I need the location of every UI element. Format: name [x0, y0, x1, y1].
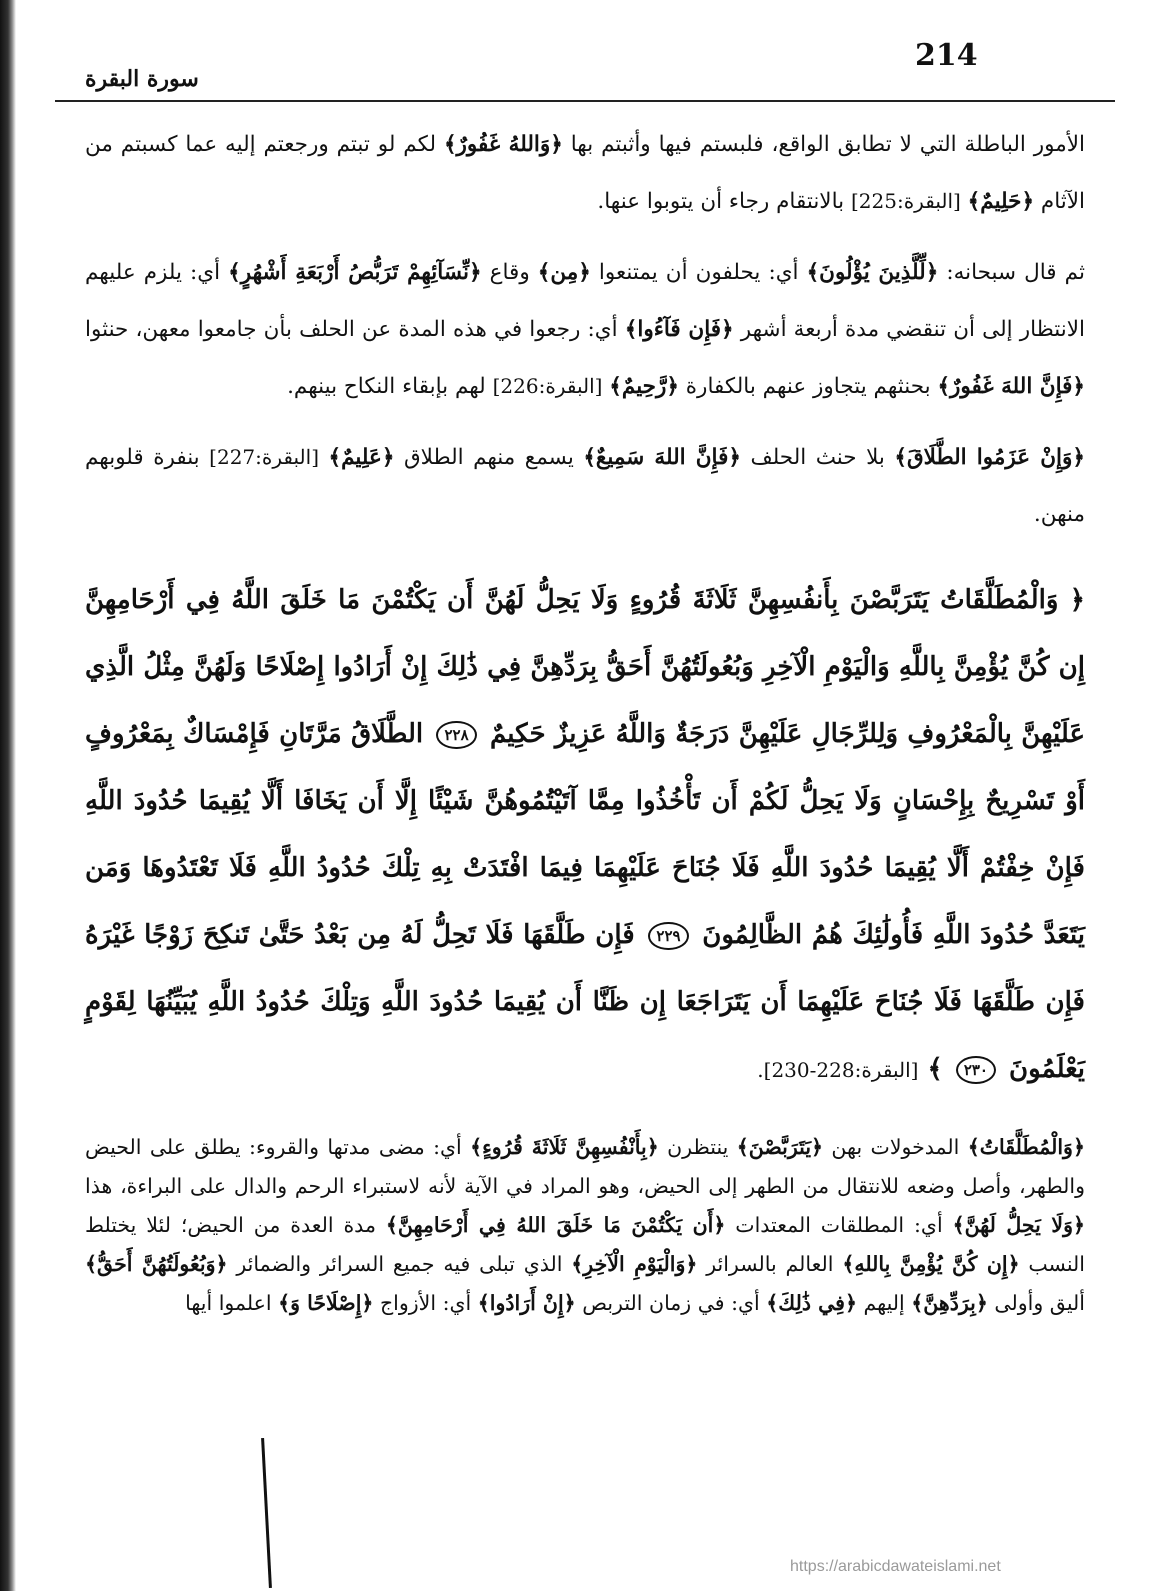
quran-quote: ﴿وَالْمُطَلَّقَاتُ﴾: [967, 1135, 1085, 1159]
text: مدة العدة من الحيض؛ لئلا يختلط النسب: [85, 1213, 1085, 1276]
tafsir-paragraph-1: [85, 116, 1085, 230]
quran-quote: ﴿عَلِيمٌ﴾: [328, 445, 395, 470]
text: وقاع: [489, 260, 530, 285]
ayah-number-marker: ٢٢٨: [436, 721, 476, 749]
text: أي: يلزم عليهم الانتظار إلى أن تنقضي مدة أربعة أشهر: [85, 260, 1086, 342]
text: أي: يحلفون أن يمتنعوا: [598, 260, 799, 285]
text: العالم بالسرائر: [706, 1252, 834, 1276]
quran-quote: ﴿وَإِنْ عَزَمُوا الطَّلَاقَ﴾: [894, 445, 1085, 470]
source-watermark: https://arabicdawateislami.net: [790, 1558, 1001, 1575]
text: اعلموا أيها: [185, 1291, 272, 1315]
tafsir-paragraph-3: [85, 429, 1085, 543]
quran-quote: ﴿إِصْلَاحًا وَ﴾: [278, 1291, 374, 1315]
ayah-number-marker: ٢٣٠: [956, 1056, 996, 1084]
page-header: [55, 38, 1115, 102]
text: أي: الأزواج: [379, 1291, 472, 1315]
text: بلا حنث الحلف: [750, 445, 885, 470]
quran-quote: ﴿وَالْيَوْمِ الْآخِرِ﴾: [571, 1252, 698, 1276]
quran-quote: ﴿يَتَرَبَّصْنَ﴾: [736, 1135, 824, 1159]
text: بنفرة قلوبهم منهن.: [85, 445, 1085, 527]
quran-quote: ﴿رَّحِيمٌ﴾: [609, 374, 679, 399]
tafsir-paragraph-4: [85, 1128, 1085, 1323]
ayah-number-marker: ٢٢٩: [648, 922, 688, 950]
text: إليهم: [863, 1291, 905, 1315]
page-content: [55, 102, 1115, 1323]
quran-quote: ﴿بِأَنْفُسِهِنَّ ثَلَاثَةَ قُرُوءٍ﴾: [470, 1135, 659, 1159]
text: ينتظرن: [667, 1135, 729, 1159]
quran-quote: ﴿مِن﴾: [537, 260, 591, 285]
text: أي: في زمان التربص: [582, 1291, 760, 1315]
text: لهم بإبقاء النكاح بينهم.: [287, 374, 486, 399]
text: يسمع منهم الطلاق: [403, 445, 574, 470]
text: الذي تبلى فيه جميع السرائر والضمائر: [236, 1252, 563, 1276]
verse-close-bracket: ﴾: [927, 1054, 943, 1084]
quran-quote: ﴿وَاللهُ غَفُورٌ﴾: [443, 132, 563, 157]
quran-quote: ﴿إِن كُنَّ يُؤْمِنَّ بِاللهِ﴾: [842, 1252, 1020, 1276]
quran-quote: ﴿أَن يَكْتُمْنَ مَا خَلَقَ اللهُ فِي أَرْحَامِهِنَّ﴾: [385, 1213, 726, 1237]
scan-edge: [0, 0, 16, 1591]
text: أي: مضى مدتها والقروء: يطلق على الحيض والطهر، وأصل وضعه للانتقال من الطهر إلى الحيض، وهو المراد في الآية لأنه لاستبراء الرحم والدال على البراءة، هذا: [85, 1135, 1085, 1198]
text: بحنثهم يتجاوز عنهم بالكفارة: [685, 374, 931, 399]
quran-quote: ﴿بِرَدِّهِنَّ﴾: [911, 1291, 988, 1315]
quran-quote: ﴿لِّلَّذِينَ يُؤْلُونَ﴾: [806, 260, 939, 285]
text: أليق وأولى: [994, 1291, 1085, 1315]
quran-quote: ﴿وَبُعُولَتُهُنَّ أَحَقُّ﴾: [85, 1252, 228, 1276]
verse-reference: [البقرة:225]: [850, 189, 961, 213]
text: ثم قال سبحانه:: [946, 260, 1085, 285]
text: الأمور الباطلة التي لا تطابق الواقع، فلبستم فيها وأثبتم بها: [570, 132, 1085, 157]
quran-quote: ﴿فِي ذَٰلِكَ﴾: [766, 1291, 857, 1315]
text: لكم لو تبتم ورجعتم إليه عما كسبتم من الآثام: [85, 132, 1085, 214]
text: المدخولات بهن: [831, 1135, 960, 1159]
surah-name: سورة البقرة: [85, 66, 199, 92]
verse-text: الطَّلَاقُ مَرَّتَانِ فَإِمْسَاكٌ بِمَعْرُوفٍ أَوْ تَسْرِيحٌ بِإِحْسَانٍ وَلَا يَحِلُّ لَكُمْ أَن تَأْخُذُوا مِمَّا آتَيْتُمُوهُنَّ شَيْئًا إِلَّا أَن يَخَافَا أَلَّا يُقِيمَا حُدُودَ اللَّهِ فَإِنْ خِفْتُمْ أَلَّا يُقِيمَا حُدُودَ اللَّهِ فَلَا جُنَاحَ عَلَيْهِمَا فِيمَا افْتَدَتْ بِهِ تِلْكَ حُدُودُ اللَّهِ فَلَا تَعْتَدُوهَا وَمَن يَتَعَدَّ حُدُودَ اللَّهِ فَأُولَٰئِكَ هُمُ الظَّالِمُونَ: [85, 719, 1086, 950]
quran-quote: ﴿نِّسَآئِهِمْ تَرَبُّصُ أَرْبَعَةِ أَشْهُرٍ﴾: [228, 260, 482, 285]
tafsir-paragraph-2: [85, 244, 1085, 415]
text: بالانتقام رجاء أن يتوبوا عنها.: [597, 189, 845, 214]
quran-quote: ﴿حَلِيمٌ﴾: [967, 189, 1035, 214]
text: أي: المطلقات المعتدات: [735, 1213, 943, 1237]
verse-text: فَإِن طَلَّقَهَا فَلَا تَحِلُّ لَهُ مِن بَعْدُ حَتَّىٰ تَنكِحَ زَوْجًا غَيْرَهُ فَإِن طَلَّقَهَا فَلَا جُنَاحَ عَلَيْهِمَا أَن يَتَرَاجَعَا إِن ظَنَّا أَن يُقِيمَا حُدُودَ اللَّهِ وَتِلْكَ حُدُودُ اللَّهِ يُبَيِّنُهَا لِقَوْمٍ يَعْلَمُونَ: [85, 920, 1085, 1084]
verse-reference: [البقرة:226]: [492, 374, 603, 398]
quran-quote: ﴿وَلَا يَحِلُّ لَهُنَّ﴾: [952, 1213, 1085, 1237]
quran-quote: ﴿فَإِنَّ اللهَ غَفُورٌ﴾: [937, 374, 1085, 399]
verse-text: ﴿ وَالْمُطَلَّقَاتُ يَتَرَبَّصْنَ بِأَنفُسِهِنَّ ثَلَاثَةَ قُرُوءٍ وَلَا يَحِلُّ لَهُنَّ أَن يَكْتُمْنَ مَا خَلَقَ اللَّهُ فِي أَرْحَامِهِنَّ إِن كُنَّ يُؤْمِنَّ بِاللَّهِ وَالْيَوْمِ الْآخِرِ وَبُعُولَتُهُنَّ أَحَقُّ بِرَدِّهِنَّ فِي ذَٰلِكَ إِنْ أَرَادُوا إِصْلَاحًا وَلَهُنَّ مِثْلُ الَّذِي عَلَيْهِنَّ بِالْمَعْرُوفِ وَلِلرِّجَالِ عَلَيْهِنَّ دَرَجَةٌ وَاللَّهُ عَزِيزٌ حَكِيمٌ: [85, 585, 1085, 749]
verse-reference: [البقرة:228-230].: [757, 1058, 919, 1082]
page-number: 214: [915, 38, 978, 73]
quran-quote: ﴿فَإِن فَآءُوا﴾: [624, 317, 734, 342]
book-page: [55, 38, 1115, 1558]
quran-quote: ﴿فَإِنَّ اللهَ سَمِيعٌ﴾: [583, 445, 741, 470]
text: أي: رجعوا في هذه المدة عن الحلف بأن جامعوا معهن، حنثوا: [85, 317, 618, 342]
quran-quote: ﴿إِنْ أَرَادُوا﴾: [477, 1291, 576, 1315]
verse-reference: [البقرة:227]: [209, 445, 320, 469]
quran-verse-block: [85, 567, 1085, 1104]
